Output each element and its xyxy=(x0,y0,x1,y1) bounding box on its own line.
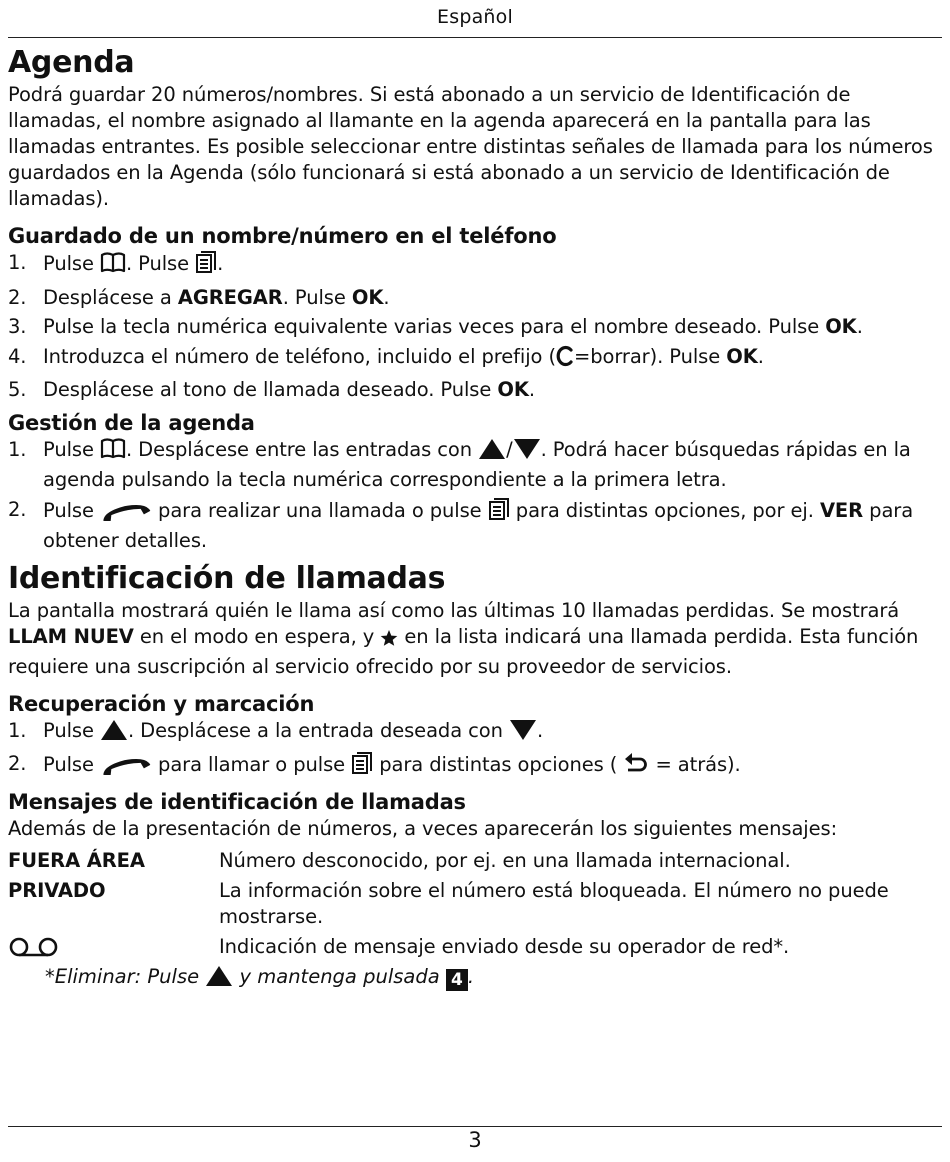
phonebook-icon xyxy=(100,438,126,467)
step-text: para llamar o pulse xyxy=(151,753,352,776)
step-text: / xyxy=(506,438,513,461)
message-row xyxy=(8,878,942,930)
list-item xyxy=(8,751,942,782)
menu-icon xyxy=(195,250,217,281)
retrieve-steps xyxy=(8,718,942,783)
step-text: para distintas opciones, por ej. xyxy=(509,498,820,522)
step-text: . Desplácese a la entrada deseada con xyxy=(127,718,509,742)
message-desc: Indicación de mensaje enviado desde su operador de red*. xyxy=(219,935,790,958)
messages-heading: Mensajes de identificación de llamadas xyxy=(8,790,466,814)
star-icon xyxy=(380,628,398,654)
step-text: =borrar). Pulse xyxy=(573,344,727,368)
list-item xyxy=(8,314,942,340)
key-label: OK xyxy=(825,315,857,338)
step-number: 1. xyxy=(8,438,27,461)
step-text: . Pulse xyxy=(125,252,196,275)
manage-heading: Gestión de la agenda xyxy=(8,411,255,435)
up-arrow-icon xyxy=(205,965,233,994)
menu-icon xyxy=(488,497,510,528)
agenda-title: Agenda xyxy=(8,45,135,80)
manage-steps xyxy=(8,437,942,554)
step-text: = atrás). xyxy=(649,753,741,776)
page-number: 3 xyxy=(468,1128,482,1152)
message-term: PRIVADO xyxy=(8,879,106,902)
step-number: 2. xyxy=(8,285,27,309)
down-arrow-icon xyxy=(513,438,541,467)
key-label: OK xyxy=(497,378,529,401)
step-text: . Pulse xyxy=(282,285,352,309)
step-text: Introduzca el número de teléfono, incluido el prefijo ( xyxy=(43,344,556,368)
phonebook-icon xyxy=(100,252,126,281)
intro-text: en el modo en espera, y xyxy=(133,624,381,648)
clear-c-icon xyxy=(556,345,574,374)
key-label: VER xyxy=(819,498,864,522)
step-text: . Desplácese entre las entradas con xyxy=(125,438,479,461)
page-content xyxy=(8,44,942,994)
step-number: 4. xyxy=(8,344,27,368)
message-row xyxy=(8,934,942,960)
message-desc: La información sobre el número está bloqueada. El número no puede mostrarse. xyxy=(219,879,889,928)
step-text: . Podrá hacer búsquedas rápidas en la agenda pulsando la tecla numérica correspondiente a la primera letra. xyxy=(43,438,911,491)
step-text: . xyxy=(528,378,535,401)
messages-intro: Además de la presentación de números, a veces aparecerán los siguientes mensajes: xyxy=(8,817,838,840)
step-number: 1. xyxy=(8,251,27,274)
step-number: 3. xyxy=(8,315,27,338)
caller-id-title: Identificación de llamadas xyxy=(8,560,446,596)
voicemail-icon xyxy=(8,934,60,966)
step-text: . xyxy=(856,315,863,338)
step-text: Desplácese al tono de llamada deseado. Pulse xyxy=(43,378,498,401)
step-text: . xyxy=(757,344,764,368)
step-text: Pulse xyxy=(43,498,100,522)
header-language: Español xyxy=(437,6,513,28)
up-arrow-icon xyxy=(100,719,128,748)
step-number: 2. xyxy=(8,497,27,521)
save-steps xyxy=(8,250,942,403)
list-item xyxy=(8,285,942,311)
list-item xyxy=(8,344,942,374)
list-item xyxy=(8,377,942,403)
note-text: *Eliminar: Pulse xyxy=(45,965,206,988)
down-arrow-icon xyxy=(509,719,537,748)
step-number: 2. xyxy=(8,752,27,775)
intro-text: La pantalla mostrará quién le llama así como las últimas 10 llamadas perdidas. Se mostrará xyxy=(8,598,900,622)
list-item xyxy=(8,250,942,281)
step-text: Pulse xyxy=(43,718,100,742)
step-text: Pulse la tecla numérica equivalente varias veces para el nombre deseado. Pulse xyxy=(43,315,826,338)
retrieve-heading: Recuperación y marcación xyxy=(8,691,315,716)
step-number: 1. xyxy=(8,718,27,742)
save-heading: Guardado de un nombre/número en el teléfono xyxy=(8,224,557,248)
step-text: para obtener detalles. xyxy=(43,498,914,552)
step-text: Pulse xyxy=(43,753,100,776)
menu-icon xyxy=(351,751,373,782)
call-handset-icon xyxy=(100,501,152,528)
message-desc: Número desconocido, por ej. en una llamada internacional. xyxy=(219,849,791,872)
key-4-icon: 4 xyxy=(446,969,468,991)
step-number: 5. xyxy=(8,378,27,401)
list-item xyxy=(8,718,942,748)
delete-note xyxy=(8,964,942,994)
key-label: LLAM NUEV xyxy=(8,624,134,648)
list-item xyxy=(8,437,942,493)
list-item xyxy=(8,497,942,554)
key-label: OK xyxy=(351,285,384,309)
step-text: . xyxy=(536,718,544,742)
bottom-divider xyxy=(8,1126,942,1127)
step-text: para distintas opciones ( xyxy=(373,753,624,776)
step-text: Desplácese a xyxy=(43,285,178,309)
caller-id-intro xyxy=(8,598,942,680)
step-text: para realizar una llamada o pulse xyxy=(151,498,488,522)
step-text: Pulse xyxy=(43,252,100,275)
note-text: y mantenga pulsada xyxy=(233,965,446,988)
note-text: . xyxy=(467,965,475,988)
key-label: OK xyxy=(726,344,758,368)
top-divider xyxy=(8,37,942,38)
back-arrow-icon xyxy=(623,751,649,782)
message-term: FUERA ÁREA xyxy=(8,849,145,872)
message-row xyxy=(8,848,942,874)
step-text: . xyxy=(383,285,390,309)
agenda-intro: Podrá guardar 20 números/nombres. Si está abonado a un servicio de Identificación de llamadas, el nombre asignado al llamante en la agenda aparecerá en la pantalla para las llamadas entrantes. Es posible seleccionar entre distintas señales de llamada para los números guardados en la Agenda (sólo funcionará si está abonado a un servicio de Identificación de llamadas). xyxy=(8,83,933,210)
key-label: AGREGAR xyxy=(177,285,283,309)
step-text: Pulse xyxy=(43,438,100,461)
step-text: . xyxy=(217,252,224,275)
call-handset-icon xyxy=(100,755,152,782)
up-arrow-icon xyxy=(478,438,506,467)
intro-text: en la lista indicará una llamada perdida. Esta función requiere una suscripción al servicio ofrecido por su proveedor de servicios. xyxy=(8,624,919,678)
